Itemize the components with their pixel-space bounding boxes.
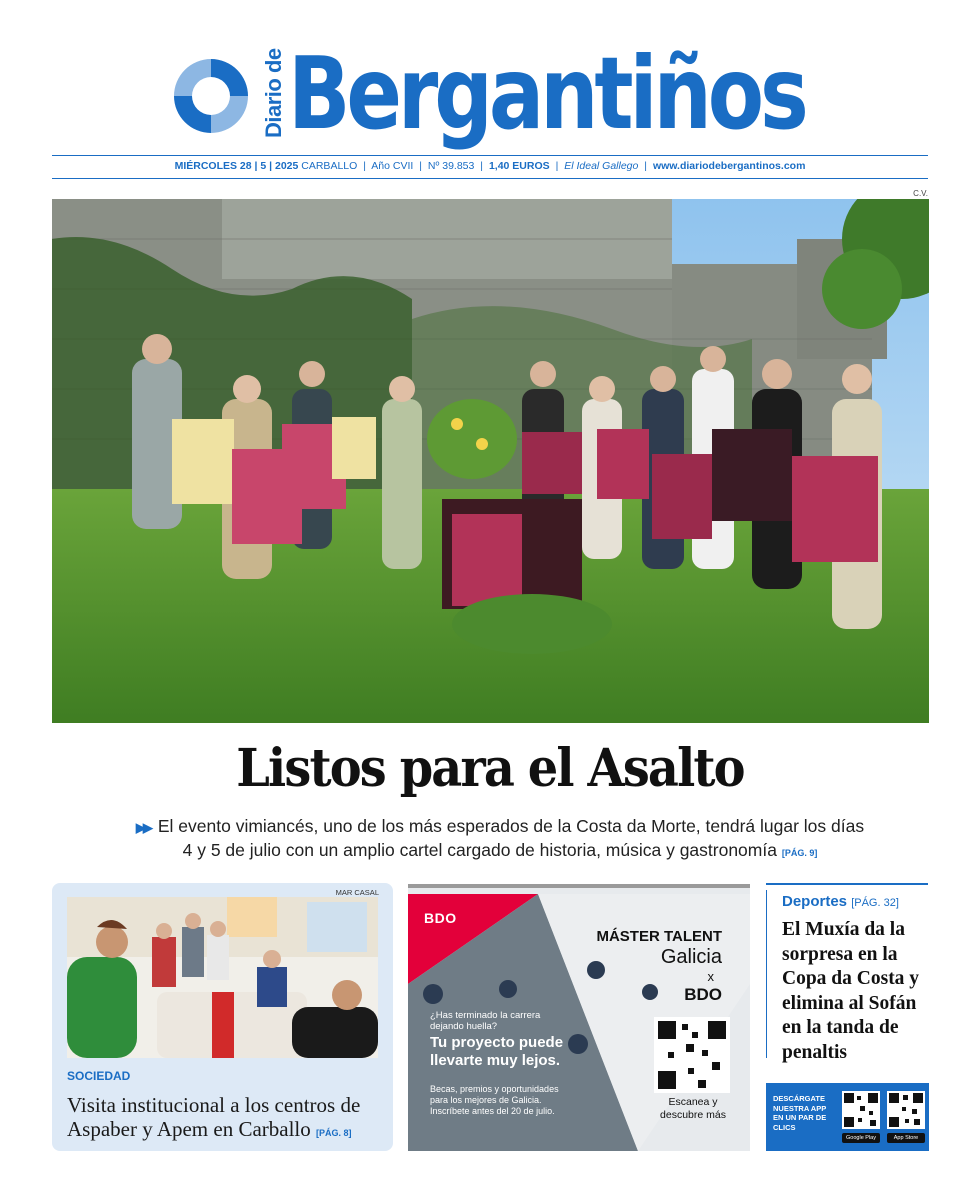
separator: | bbox=[480, 160, 484, 172]
ad-body-line-2: para los mejores de Galicia. bbox=[430, 1095, 542, 1105]
masthead-prefix: Diario de bbox=[261, 48, 286, 138]
advertisement[interactable] bbox=[408, 884, 750, 1151]
ad-tagline bbox=[430, 1034, 563, 1070]
issue-city: CARBALLO bbox=[301, 160, 358, 172]
issue-number: Nº 39.853 bbox=[427, 160, 475, 172]
ad-headline-line-1: MÁSTER TALENT bbox=[596, 928, 722, 945]
app-promo-text: DESCÁRGATE NUESTRA APP EN UN PAR DE CLICS bbox=[773, 1094, 827, 1132]
ad-deadline: Inscríbete antes del 20 de julio. bbox=[430, 1106, 555, 1116]
app-store-badge[interactable]: App Store bbox=[887, 1133, 925, 1143]
sports-section-label: Deportes bbox=[782, 893, 848, 910]
page-reference[interactable]: [PÁG. 9] bbox=[781, 848, 818, 858]
separator: | bbox=[555, 160, 559, 172]
separator: | bbox=[419, 160, 422, 172]
issue-date: MIÉRCOLES 28 | 5 | 2025 bbox=[174, 160, 299, 172]
main-photo-credit: C.V. bbox=[913, 189, 928, 198]
deck-line-2: 4 y 5 de julio con un amplio cartel cargado de historia, música y gastronomía bbox=[182, 840, 777, 860]
main-photo-illustration bbox=[52, 199, 929, 723]
ad-top-bar bbox=[408, 884, 750, 888]
main-deck bbox=[120, 815, 880, 864]
ad-tagline-line-2: llevarte muy lejos. bbox=[430, 1052, 561, 1069]
main-photo[interactable] bbox=[52, 199, 929, 723]
app-store-qr-icon[interactable] bbox=[887, 1091, 925, 1129]
ad-headline-line-2: Galicia bbox=[660, 946, 722, 968]
ad-body bbox=[430, 1084, 559, 1117]
masthead-rule-top bbox=[52, 155, 928, 156]
ad-tagline-line-1: Tu proyecto puede bbox=[430, 1034, 564, 1051]
sports-title[interactable]: El Muxía da la sorpresa en la Copa da Costa y elimina al Sofán en la tanda de penaltis bbox=[782, 919, 920, 1063]
double-arrow-icon: ▶▶ bbox=[135, 820, 150, 835]
separator: | bbox=[644, 160, 648, 172]
issue-price: 1,40 EUROS bbox=[488, 160, 550, 172]
deck-line-1: El evento vimiancés, uno de los más esperados de la Costa da Morte, tendrá lugar los días bbox=[157, 816, 865, 836]
page-reference[interactable]: [PÁG. 32] bbox=[851, 897, 899, 909]
ad-qr-caption bbox=[652, 1096, 734, 1121]
ad-body-line-1: Becas, premios y oportunidades bbox=[430, 1084, 559, 1094]
ad-qr-caption-line-1: Escanea y bbox=[668, 1096, 718, 1108]
society-story-card[interactable] bbox=[52, 883, 393, 1151]
society-photo[interactable] bbox=[67, 897, 378, 1058]
sports-section bbox=[782, 893, 899, 910]
issue-year: Año CVII bbox=[371, 160, 414, 172]
ad-headline-times: x bbox=[707, 969, 714, 984]
ad-question: ¿Has terminado la carrera dejando huella? bbox=[430, 1010, 541, 1032]
separator: | bbox=[363, 160, 366, 172]
masthead bbox=[0, 0, 980, 156]
ad-brand-logo: BDO bbox=[424, 910, 457, 926]
masthead-motto: El Ideal Gallego bbox=[564, 160, 639, 172]
ad-qr-caption-line-2: descubre más bbox=[660, 1108, 726, 1121]
main-headline[interactable]: Listos para el Asalto bbox=[236, 738, 744, 799]
society-kicker: SOCIEDAD bbox=[67, 1069, 131, 1083]
sports-vertical-rule bbox=[766, 890, 767, 1058]
newspaper-logo-icon bbox=[170, 55, 252, 137]
google-play-badge[interactable]: Google Play bbox=[842, 1133, 880, 1143]
app-promo[interactable] bbox=[766, 1083, 929, 1151]
dateline bbox=[52, 160, 928, 172]
ad-headline bbox=[596, 928, 722, 1004]
masthead-title: Bergantiños bbox=[288, 35, 805, 152]
society-title-text: Visita institucional a los centros de Aspaber y Apem en Carballo bbox=[67, 1093, 361, 1141]
page-reference[interactable]: [PÁG. 8] bbox=[316, 1128, 352, 1138]
ad-headline-line-3: BDO bbox=[684, 985, 722, 1004]
masthead-rule-bottom bbox=[52, 178, 928, 179]
sports-rule bbox=[766, 883, 928, 885]
society-title[interactable] bbox=[67, 1093, 387, 1145]
google-play-qr-icon[interactable] bbox=[842, 1091, 880, 1129]
website-link[interactable]: www.diariodebergantinos.com bbox=[652, 160, 806, 172]
society-photo-credit: MAR CASAL bbox=[335, 888, 379, 897]
society-photo-illustration bbox=[67, 897, 378, 1058]
